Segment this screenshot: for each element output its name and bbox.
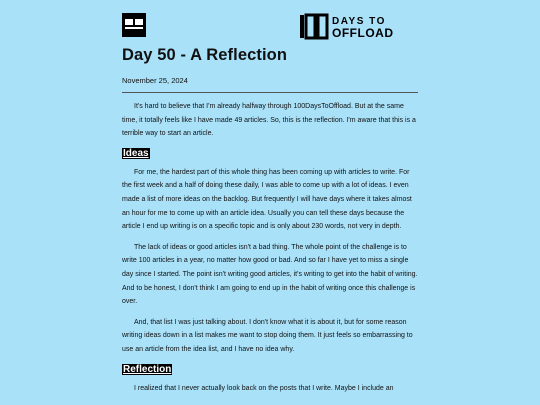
heading-reflection-label[interactable]: Reflection [123,363,172,375]
ideas-paragraph-1: For me, the hardest part of this whole thing has been coming up with articles to write. For the first week and a half of doing these daily, I was able to come up with a lot of ideas. I even made a list of more ideas on the backlog. But frequently I will have days where it takes almost an hour for me to come up with an article idea. Usually you can tell these days because the article I end up writing is on a specific topic and is only about 230 words, not very in depth. [122,168,412,231]
ideas-paragraph-2: The lack of ideas or good articles isn't a bad thing. The whole point of the challenge is to write 100 articles in a year, no matter how good or bad. And so far I have yet to miss a single day since I started. The point isn't writing good articles, it's writing to get into the habit of writing. And to be honest, I don't think I am going to end up in the habit of writing once this challenge is over. [122,243,418,306]
post-title: Day 50 - A Reflection [122,46,288,64]
badge-line1: DAYS TO [332,16,386,27]
divider [122,92,418,93]
post-date: November 25, 2024 [122,76,188,85]
intro-paragraph: It's hard to believe that I'm already halfway through 100DaysToOffload. But at the same time, it totally feels like I have made 49 articles. So, this is the reflection. I'm aware that this is a terrible way to start an article. [122,103,416,138]
site-logo-icon[interactable] [122,13,146,37]
heading-reflection[interactable] [122,364,418,375]
ideas-paragraph-3: And, that list I was just talking about. I don't know what it is about it, but for some reason writing ideas down in a list makes me want to stop doing them. It just feels so embarrassing to use an article from the idea list, and I have no idea why. [122,318,413,353]
post-body [122,100,418,402]
heading-ideas[interactable] [122,148,418,159]
reflection-paragraph-1: I realized that I never actually look back on the posts that I write. Maybe I include an [134,384,394,392]
page [122,0,418,392]
badge-line2: OFFLOAD [332,26,394,40]
site-header [122,0,418,50]
100-days-to-offload-badge[interactable] [298,12,418,40]
heading-ideas-label[interactable]: Ideas [123,147,149,159]
